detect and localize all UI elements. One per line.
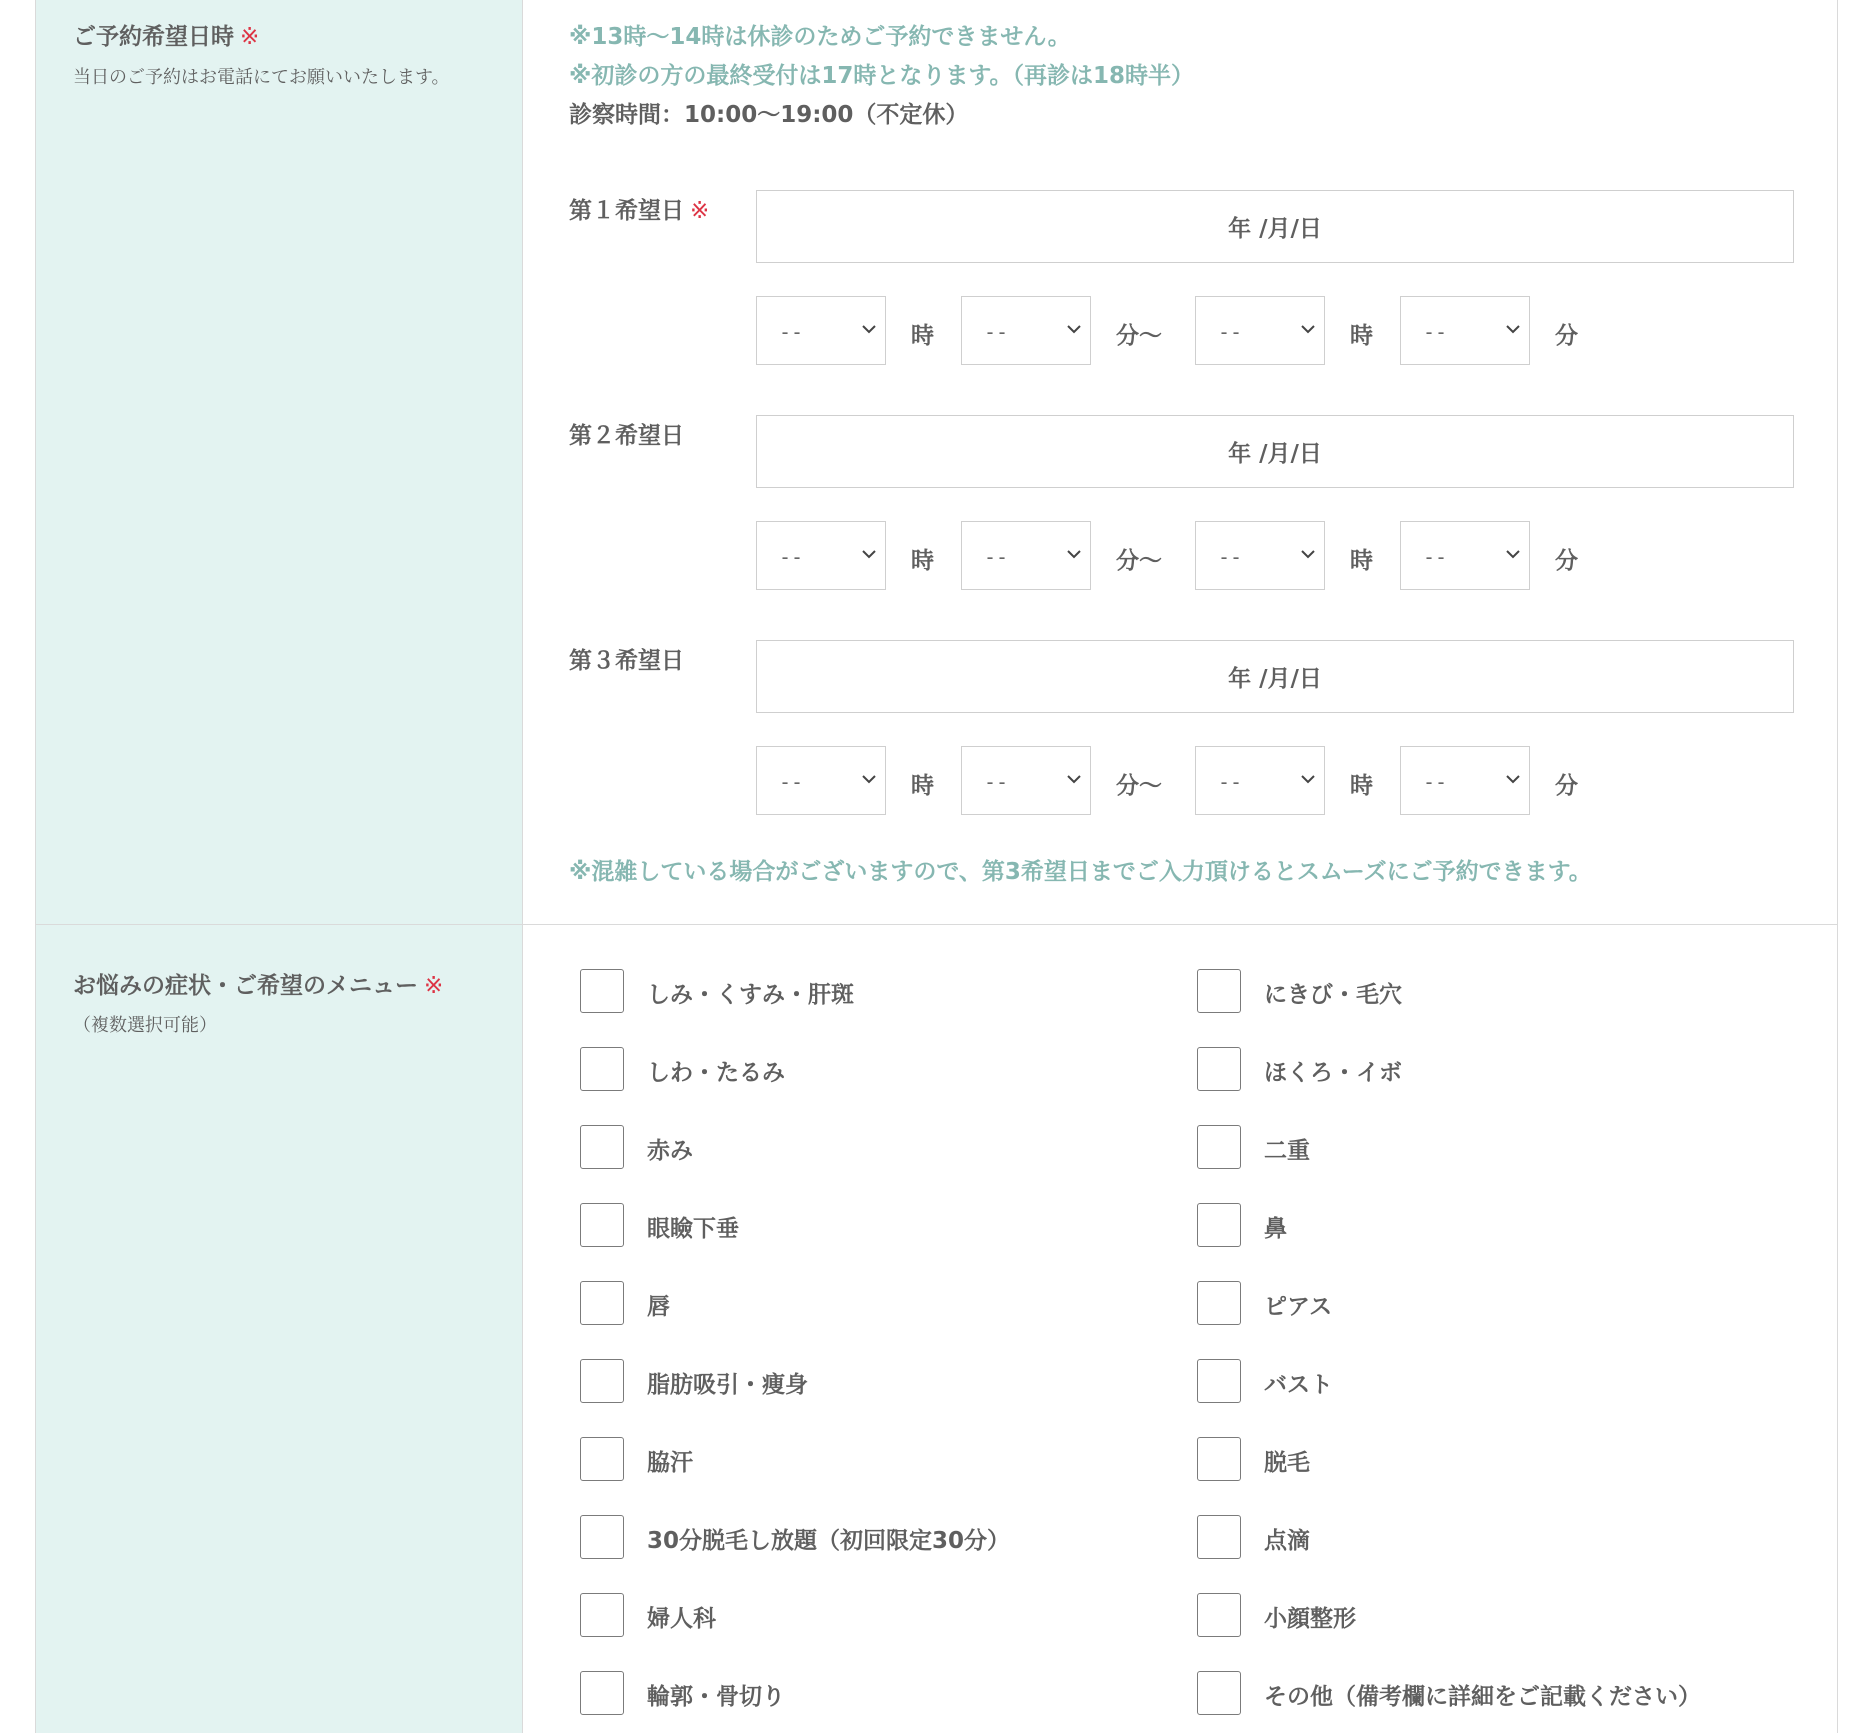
same-day-note: 当日のご予約はお電話にてお願いいたします。 <box>73 67 450 88</box>
concerns-header <box>36 925 523 1733</box>
concern-option-label: 婦人科 <box>647 1606 716 1632</box>
preference-3-start-hour-select[interactable] <box>756 746 886 815</box>
select-value: -- <box>1423 545 1448 569</box>
preference-2-label-text: 第２希望日 <box>569 423 684 449</box>
chevron-down-icon <box>1064 321 1084 337</box>
concern-checkbox[interactable] <box>1197 1203 1241 1247</box>
concerns-row <box>36 925 1837 1733</box>
consultation-hours: 診察時間：10:00〜19:00（不定休） <box>569 102 969 128</box>
concern-checkbox[interactable] <box>1197 1359 1241 1403</box>
concern-checkbox[interactable] <box>1197 1593 1241 1637</box>
chevron-down-icon <box>1064 546 1084 562</box>
hour-unit: 時 <box>911 773 934 799</box>
preference-3-date-input[interactable] <box>756 640 1794 713</box>
concern-option-label: バスト <box>1264 1372 1333 1398</box>
concern-option-label: 30分脱毛し放題（初回限定30分） <box>647 1528 1011 1554</box>
preference-3-label <box>569 642 684 675</box>
concern-option-label: 小顔整形 <box>1264 1606 1356 1632</box>
concern-checkbox[interactable] <box>580 1125 624 1169</box>
minute-from-unit: 分〜 <box>1116 773 1162 799</box>
preference-2-time-row <box>756 521 1656 590</box>
chevron-down-icon <box>859 546 879 562</box>
concern-checkbox[interactable] <box>1197 1437 1241 1481</box>
preference-2-start-hour-select[interactable] <box>756 521 886 590</box>
concern-option-label: 二重 <box>1264 1138 1310 1164</box>
preference-1-start-hour-select[interactable] <box>756 296 886 365</box>
minute-from-unit: 分〜 <box>1116 323 1162 349</box>
last-reception-notice: ※初診の方の最終受付は17時となります。（再診は18時半） <box>569 63 1195 89</box>
preference-1-time-row <box>756 296 1656 365</box>
required-mark: ※ <box>424 973 444 999</box>
concern-option-label: 点滴 <box>1264 1528 1310 1554</box>
minute-unit: 分 <box>1555 323 1578 349</box>
chevron-down-icon <box>1298 771 1318 787</box>
concern-option-label: 脇汗 <box>647 1450 693 1476</box>
concerns-body <box>524 925 1837 1733</box>
select-value: -- <box>779 770 804 794</box>
preference-1-end-minute-select[interactable] <box>1400 296 1530 365</box>
preference-3-label-text: 第３希望日 <box>569 648 684 674</box>
chevron-down-icon <box>859 771 879 787</box>
concern-checkbox[interactable] <box>1197 1047 1241 1091</box>
concern-option-label: 脂肪吸引・痩身 <box>647 1372 808 1398</box>
concern-checkbox[interactable] <box>1197 1125 1241 1169</box>
reservation-datetime-body <box>524 0 1837 924</box>
concern-option-label: ほくろ・イボ <box>1264 1060 1402 1086</box>
concern-option-label: 輪郭・骨切り <box>647 1684 785 1710</box>
select-value: -- <box>1423 770 1448 794</box>
concern-option-label: 脱毛 <box>1264 1450 1310 1476</box>
required-mark: ※ <box>690 198 710 224</box>
concern-option-label: しみ・くすみ・肝斑 <box>647 982 854 1008</box>
preference-1-label-text: 第１希望日 <box>569 198 684 224</box>
chevron-down-icon <box>1298 546 1318 562</box>
chevron-down-icon <box>1503 546 1523 562</box>
reservation-datetime-title <box>73 18 259 51</box>
hour-unit: 時 <box>1350 773 1373 799</box>
concern-checkbox[interactable] <box>580 1515 624 1559</box>
concern-option-label: にきび・毛穴 <box>1264 982 1402 1008</box>
hour-unit: 時 <box>1350 548 1373 574</box>
concern-option-label: ピアス <box>1264 1294 1333 1320</box>
concern-checkbox[interactable] <box>1197 969 1241 1013</box>
third-preference-notice: ※混雑している場合がございますので、第3希望日までご入力頂けるとスムーズにご予約できます。 <box>569 859 1592 885</box>
select-value: -- <box>1218 320 1243 344</box>
chevron-down-icon <box>859 321 879 337</box>
concern-checkbox[interactable] <box>1197 1515 1241 1559</box>
reservation-form-table <box>35 0 1838 1733</box>
concerns-title-text: お悩みの症状・ご希望のメニュー <box>73 973 418 999</box>
preference-2-end-minute-select[interactable] <box>1400 521 1530 590</box>
concern-checkbox[interactable] <box>580 1593 624 1637</box>
concerns-title <box>73 967 443 1000</box>
concern-checkbox[interactable] <box>580 1203 624 1247</box>
preference-2-end-hour-select[interactable] <box>1195 521 1325 590</box>
concern-checkbox[interactable] <box>1197 1671 1241 1715</box>
hour-unit: 時 <box>911 323 934 349</box>
multiple-select-note: （複数選択可能） <box>73 1015 217 1036</box>
concern-option-label: 眼瞼下垂 <box>647 1216 739 1242</box>
reservation-title-text: ご予約希望日時 <box>73 24 234 50</box>
hour-unit: 時 <box>911 548 934 574</box>
concern-option-label: 赤み <box>647 1138 693 1164</box>
select-value: -- <box>1423 320 1448 344</box>
chevron-down-icon <box>1503 771 1523 787</box>
concern-checkbox[interactable] <box>580 1671 624 1715</box>
minute-unit: 分 <box>1555 773 1578 799</box>
preference-1-end-hour-select[interactable] <box>1195 296 1325 365</box>
select-value: -- <box>1218 770 1243 794</box>
date-placeholder: 年 /月/日 <box>1228 216 1322 242</box>
chevron-down-icon <box>1503 321 1523 337</box>
preference-3-time-row <box>756 746 1656 815</box>
concern-checkbox[interactable] <box>580 1437 624 1481</box>
preference-3-end-minute-select[interactable] <box>1400 746 1530 815</box>
concern-checkbox[interactable] <box>1197 1281 1241 1325</box>
concern-checkbox[interactable] <box>580 1281 624 1325</box>
minute-unit: 分 <box>1555 548 1578 574</box>
concern-checkbox[interactable] <box>580 1047 624 1091</box>
preference-3-end-hour-select[interactable] <box>1195 746 1325 815</box>
select-value: -- <box>984 770 1009 794</box>
preference-3-start-minute-select[interactable] <box>961 746 1091 815</box>
concern-checkbox[interactable] <box>580 969 624 1013</box>
concern-checkbox[interactable] <box>580 1359 624 1403</box>
preference-1-label <box>569 192 709 225</box>
concern-option-label: しわ・たるみ <box>647 1060 785 1086</box>
date-placeholder: 年 /月/日 <box>1228 666 1322 692</box>
reservation-datetime-header <box>36 0 523 924</box>
minute-from-unit: 分〜 <box>1116 548 1162 574</box>
select-value: -- <box>779 320 804 344</box>
preference-1-start-minute-select[interactable] <box>961 296 1091 365</box>
select-value: -- <box>984 320 1009 344</box>
hour-unit: 時 <box>1350 323 1373 349</box>
concern-option-label: その他（備考欄に詳細をご記載ください） <box>1264 1684 1701 1710</box>
date-placeholder: 年 /月/日 <box>1228 441 1322 467</box>
lunch-break-notice: ※13時〜14時は休診のためご予約できません。 <box>569 24 1071 50</box>
chevron-down-icon <box>1064 771 1084 787</box>
preference-2-label <box>569 417 684 450</box>
select-value: -- <box>1218 545 1243 569</box>
required-mark: ※ <box>240 24 260 50</box>
preference-2-date-input[interactable] <box>756 415 1794 488</box>
select-value: -- <box>984 545 1009 569</box>
preference-2-start-minute-select[interactable] <box>961 521 1091 590</box>
select-value: -- <box>779 545 804 569</box>
concern-option-label: 鼻 <box>1264 1216 1287 1242</box>
reservation-datetime-row <box>36 0 1837 925</box>
preference-1-date-input[interactable] <box>756 190 1794 263</box>
chevron-down-icon <box>1298 321 1318 337</box>
concern-option-label: 唇 <box>647 1294 670 1320</box>
